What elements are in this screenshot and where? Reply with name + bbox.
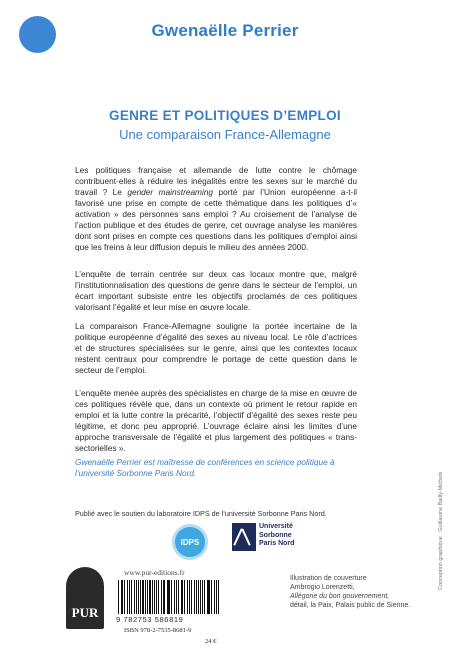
price: 24 € bbox=[205, 638, 217, 645]
author-bio: Gwenaëlle Perrier est maîtresse de conférences en science politique à l’université Sorbonne Paris Nord. bbox=[75, 457, 335, 478]
usp-logo-text bbox=[259, 523, 294, 549]
barcode-bar bbox=[167, 580, 168, 614]
barcode-bar bbox=[171, 580, 172, 614]
barcode-bar bbox=[129, 580, 131, 614]
barcode-bar bbox=[147, 580, 148, 614]
barcode-bar bbox=[140, 580, 141, 614]
usp-line: Paris Nord bbox=[259, 540, 295, 547]
usp-line: Sorbonne bbox=[259, 531, 292, 539]
barcode-bar bbox=[184, 580, 185, 614]
barcode-bar bbox=[138, 580, 139, 614]
illustration-line: Ambrogio Lorenzetti, bbox=[290, 584, 355, 591]
barcode-bar bbox=[194, 580, 195, 614]
pur-logo: PUR bbox=[66, 567, 104, 629]
barcode-bar bbox=[127, 580, 128, 614]
barcode-bar bbox=[124, 580, 125, 614]
barcode-bar bbox=[142, 580, 143, 614]
summary-italic-term: gender mainstreaming bbox=[127, 187, 214, 197]
summary-paragraph-1 bbox=[75, 165, 357, 253]
barcode-bar bbox=[207, 580, 208, 614]
author-name: Gwenaëlle Perrier bbox=[151, 21, 299, 40]
barcode-bar bbox=[202, 580, 203, 614]
summary-paragraph-4: L’enquête menée auprès des spécialistes en charge de la mise en œuvre de ces politiques révèle que, dans un contexte où priment le retour rapide en emploi et la lutte contre la précarité, l’objectif d’égalité des sexes reste peu légitime, et donc peu approprié. L’ouvrage éclaire ainsi les limites d’une approche transversale de l’égalité et plus largement des politiques « trans-sectorielles ». bbox=[75, 388, 357, 453]
barcode-bar bbox=[198, 580, 199, 614]
barcode-bar bbox=[156, 580, 157, 614]
isbn: ISBN 978-2-7535-8681-9 bbox=[124, 627, 192, 634]
publisher-website: www.pur-editions.fr bbox=[124, 568, 185, 577]
design-credit: Conception graphique : Guillaume Bailly-Michels bbox=[438, 471, 444, 590]
barcode-bar bbox=[131, 580, 132, 614]
support-notice: Publié avec le soutien du laboratoire IDPS de l’université Sorbonne Paris Nord. bbox=[75, 509, 327, 518]
barcode-bar bbox=[154, 580, 155, 614]
summary-text: porté par l’Union européenne a-t-il favorisé une prise en compte de cette thématique dans les politiques d’« activation » des personnes sans emploi ? Au croisement de l’analyse de l’action publique et des études de genre, cet ouvrage analyse les manières dont sont prises en compte ces questions dans les politiques d’emploi ainsi que les freins à leur diffusion depuis le milieu des années 2000. bbox=[75, 187, 358, 252]
barcode-bar bbox=[121, 580, 122, 614]
book-title: GENRE ET POLITIQUES D’EMPLOI bbox=[109, 108, 341, 123]
barcode-bar bbox=[196, 580, 197, 614]
idps-logo: IDPS bbox=[172, 524, 208, 560]
barcode-bar bbox=[118, 580, 119, 614]
summary-paragraph-2: L’enquête de terrain centrée sur deux cas locaux montre que, malgré l’institutionnalisation des questions de genre dans le secteur de l’emploi, un écart important subsiste entre les objectifs proclamés de ces politiques valorisant l’égalité et leur mise en œuvre locale. bbox=[75, 269, 357, 312]
barcode-bar bbox=[161, 580, 162, 614]
illustration-line: Allégorie du bon gouvernement, bbox=[290, 593, 390, 600]
barcode-bar bbox=[176, 580, 177, 614]
barcode-bar bbox=[136, 580, 137, 614]
book-subtitle: Une comparaison France-Allemagne bbox=[119, 127, 331, 142]
summary-paragraph-3: La comparaison France-Allemagne souligne la portée incertaine de la politique européenne d’égalité des sexes au niveau local. Le rôle d’actrices et de structures spécialisées sur le genre, ainsi que les contextes locaux restent centraux pour comprendre le portage de cette question dans le secteur de l’emploi. bbox=[75, 321, 357, 375]
barcode-bar bbox=[187, 580, 188, 614]
barcode-bar bbox=[158, 580, 159, 614]
barcode-bar bbox=[174, 580, 175, 614]
barcode-bar bbox=[182, 580, 183, 614]
usp-line: Université bbox=[259, 523, 293, 530]
barcode-bar bbox=[189, 580, 191, 614]
barcode-bar bbox=[134, 580, 135, 614]
illustration-credit bbox=[290, 574, 410, 610]
barcode-number: 9 782753 586819 bbox=[116, 615, 184, 624]
barcode-bar bbox=[204, 580, 205, 614]
barcode-bar bbox=[191, 580, 192, 614]
barcode-bar bbox=[218, 580, 219, 614]
barcode-bar bbox=[216, 580, 217, 614]
barcode-bar bbox=[181, 580, 182, 614]
barcode-bar bbox=[178, 580, 179, 614]
barcode-bar bbox=[208, 580, 210, 614]
barcode-bar bbox=[211, 580, 212, 614]
illustration-line: Illustration de couverture bbox=[290, 575, 367, 582]
barcode-bar bbox=[145, 580, 146, 614]
barcode-bar bbox=[214, 580, 215, 614]
barcode-bar bbox=[122, 580, 123, 614]
barcode-bar bbox=[168, 580, 170, 614]
summary-text: Les politiques française et allemande de lutte contre le chômage contribuent-elles à réduire les inégalités entre les sexes sur le marché du travail ? Le bbox=[75, 165, 357, 197]
barcode-bar bbox=[164, 580, 165, 614]
barcode bbox=[118, 580, 220, 614]
barcode-bar bbox=[200, 580, 201, 614]
barcode-bar bbox=[152, 580, 153, 614]
usp-logo-icon bbox=[232, 523, 256, 551]
illustration-line: détail, la Paix, Palais public de Sienne. bbox=[290, 602, 411, 609]
barcode-bar bbox=[163, 580, 164, 614]
barcode-bar bbox=[149, 580, 151, 614]
